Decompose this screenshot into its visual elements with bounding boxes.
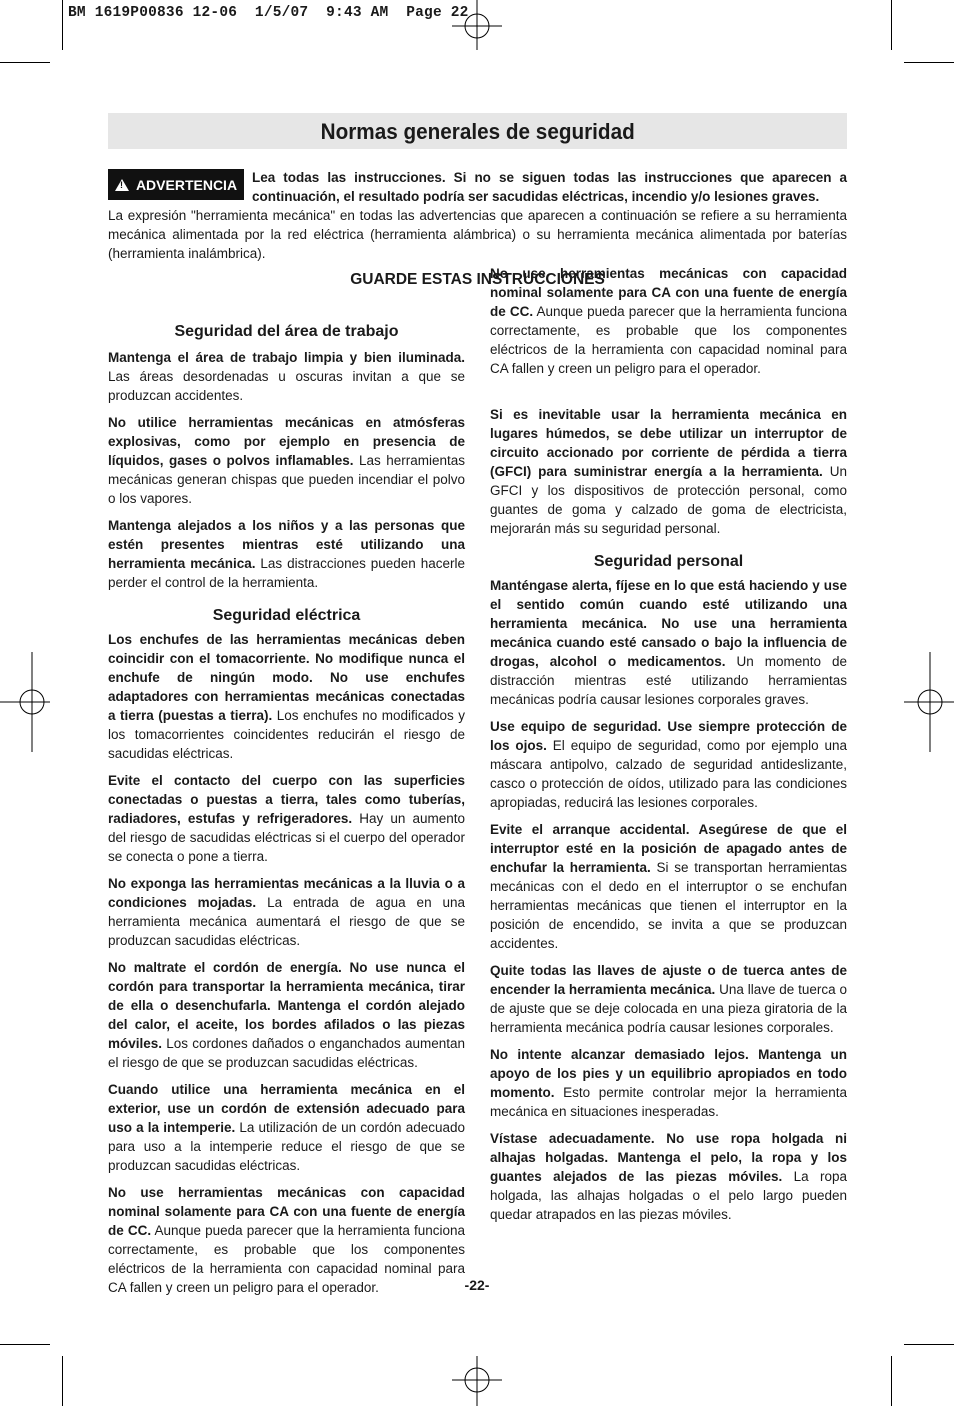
paragraph-text: Un momento de distracción mientras esté utilizando herramientas mecánicas podría causar lesiones corporales graves. bbox=[490, 654, 847, 707]
paragraph bbox=[490, 961, 847, 1037]
section-heading-personal: Seguridad personal bbox=[593, 553, 744, 570]
paragraph-text: La entrada de agua en una herramienta mecánica aumentará el riesgo de que se produzcan sacudidas eléctricas. bbox=[108, 895, 465, 948]
paragraph-text: La utilización de un cordón adecuado para uso a la intemperie reduce el riesgo de que se produzcan sacudidas eléctricas. bbox=[108, 1120, 466, 1173]
paragraph bbox=[108, 874, 465, 950]
section-heading-electrical: Seguridad eléctrica bbox=[212, 607, 361, 624]
paragraph-bold: Vístase adecuadamente. No use ropa holgada ni alhajas holgadas. Mantenga el pelo, la ropa y los guantes alejados de las piezas móviles. bbox=[490, 1131, 847, 1184]
paragraph-text: El equipo de seguridad, como por ejemplo una máscara antipolvo, calzado de seguridad antideslizante, casco o protección de oídos, utilizado para las condiciones apropiadas, reducirá las lesiones corporales. bbox=[490, 738, 847, 810]
paragraph-bold: Los enchufes de las herramientas mecánicas deben coincidir con el tomacorriente. No modifique nunca el enchufe de ningún modo. No use enchufes adaptadores con herramientas mecánicas conectadas a tierra (puestas a tierra). bbox=[108, 632, 465, 723]
crop-mark bbox=[62, 0, 63, 50]
paragraph-text: Esto permite controlar mejor la herramienta mecánica en situaciones inesperadas. bbox=[490, 1085, 847, 1119]
paragraph bbox=[490, 1129, 847, 1224]
paragraph bbox=[490, 405, 847, 538]
warning-label: ADVERTENCIA bbox=[135, 176, 238, 193]
paragraph-bold: Manténgase alerta, fíjese en lo que está haciendo y use el sentido común cuando esté utilizando una herramienta mecánica. No use una herramienta mecánica cuando esté cansado o bajo la influencia de drogas, alcohol o medicamentos. bbox=[490, 578, 847, 669]
paragraph-bold: No utilice herramientas mecánicas en atmósferas explosivas, como por ejemplo en presencia de líquidos, gases o polvos inflamables. bbox=[108, 415, 465, 468]
paragraph-bold: No use herramientas mecánicas con capacidad nominal solamente para CA con una fuente de energía de CC. bbox=[108, 1185, 465, 1238]
crop-mark bbox=[62, 1356, 63, 1406]
print-header: BM 1619P00836 12-06 1/5/07 9:43 AM Page 22 bbox=[68, 5, 469, 21]
paragraph-bold: No intente alcanzar demasiado lejos. Mantenga un apoyo de los pies y un equilibrio apropiados en todo momento. bbox=[490, 1047, 847, 1100]
paragraph bbox=[490, 576, 847, 709]
warning-lead-text: Lea todas las instrucciones. Si no se siguen todas las instrucciones que aparecen a continuación, el resultado podría ser sacudidas eléctricas, incendio y/o lesiones graves. bbox=[252, 170, 847, 204]
paragraph bbox=[490, 820, 847, 953]
paragraph-bold: Mantenga alejados a los niños y a las personas que estén presentes mientras esté utilizando una herramienta mecánica. bbox=[108, 518, 465, 571]
paragraph-text: Las distracciones pueden hacerle perder el control de la herramienta. bbox=[108, 556, 465, 590]
paragraph bbox=[108, 516, 465, 592]
paragraph-text: Un GFCI y los dispositivos de protección personal, como guantes de goma y calzado de goma de electricista, mejorarán más su seguridad personal. bbox=[490, 464, 848, 536]
warning-badge bbox=[108, 169, 244, 200]
paragraph bbox=[108, 630, 465, 763]
paragraph bbox=[108, 348, 465, 405]
paragraph bbox=[108, 958, 465, 1072]
paragraph-text: Si se transportan herramientas mecánicas con el dedo en el interruptor o se enchufan herramientas mecánicas que tienen el interruptor en la posición de encendido, se invita a que se produzcan accidentes. bbox=[490, 860, 848, 951]
paragraph-bold: No maltrate el cordón de energía. No use nunca el cordón para transportar la herramienta mecánica, tirar de ella o desenchufarla. Mantenga el cordón alejado del calor, el aceite, los bordes afilados o las piezas móviles. bbox=[108, 960, 465, 1051]
paragraph-bold: Quite todas las llaves de ajuste o de tuerca antes de encender la herramienta mecánica. bbox=[490, 963, 847, 997]
paragraph-bold: Use equipo de seguridad. Use siempre protección de los ojos. bbox=[490, 719, 847, 753]
paragraph-bold: Evite el arranque accidental. Asegúrese de que el interruptor esté en la posición de apagado antes de enchufar la herramienta. bbox=[490, 822, 847, 875]
paragraph bbox=[108, 1183, 465, 1295]
paragraph-bold: No exponga las herramientas mecánicas a la lluvia o a condiciones mojadas. bbox=[108, 876, 465, 910]
paragraph-text: Hay un aumento del riesgo de sacudidas eléctricas si el cuerpo del operador se conecta o pone a tierra. bbox=[108, 811, 465, 864]
paragraph-text: Las áreas desordenadas u oscuras invitan a que se produzcan accidentes. bbox=[108, 369, 465, 403]
left-column bbox=[108, 321, 466, 1295]
crop-mark bbox=[904, 62, 954, 63]
crop-mark bbox=[904, 1344, 954, 1345]
paragraph-bold: Cuando utilice una herramienta mecánica en el exterior, use un cordón de extensión adecuado para uso a la intemperie. bbox=[108, 1082, 465, 1135]
save-instructions-heading: GUARDE ESTAS INSTRUCCIONES bbox=[350, 271, 605, 288]
page-title: Normas generales de seguridad bbox=[320, 119, 635, 144]
paragraph-text: Los cordones dañados o enganchados aumentan el riesgo de que se produzcan sacudidas eléctricas. bbox=[108, 1036, 465, 1070]
right-column bbox=[490, 266, 848, 1224]
paragraph-bold: Evite el contacto del cuerpo con las superficies conectadas o puestas a tierra, tales como tuberías, radiadores, estufas y refrigeradores. bbox=[108, 773, 465, 826]
paragraph bbox=[490, 1045, 847, 1121]
page-number: -22- bbox=[464, 1277, 490, 1293]
registration-mark-bottom bbox=[447, 1356, 507, 1406]
paragraph-bold: No use herramientas mecánicas con capacidad nominal solamente para CA con una fuente de energía de CC. bbox=[490, 266, 847, 319]
paragraph bbox=[490, 717, 847, 812]
registration-mark-top bbox=[447, 0, 507, 50]
paragraph-bold: Mantenga el área de trabajo limpia y bien iluminada. bbox=[108, 350, 465, 365]
paragraph-continuation bbox=[490, 264, 847, 378]
paragraph-text: Aunque pueda parecer que la herramienta funciona correctamente, es probable que los componentes eléctricos de la herramienta con capacidad nominal para CA fallen y creen un peligro para el operador. bbox=[490, 304, 847, 376]
paragraph-text: Los enchufes no modificados y los tomacorrientes coincidentes reducirán el riesgo de sacudidas eléctricas. bbox=[108, 708, 465, 761]
paragraph bbox=[108, 1080, 465, 1175]
crop-mark bbox=[891, 1356, 892, 1406]
paragraph-text: Una llave de tuerca o de ajuste que se deje colocada en una pieza giratoria de la herramienta mecánica podría causar lesiones corporales. bbox=[490, 982, 847, 1035]
intro-text: La expresión "herramienta mecánica" en todas las advertencias que aparecen a continuación se refiere a su herramienta mecánica alimentada por la red eléctrica (herramienta alámbrica) o su herramienta mecánica alimentada por baterías (herramienta inalámbrica). bbox=[108, 208, 847, 261]
crop-mark bbox=[891, 0, 892, 50]
paragraph-continuation-wrap bbox=[490, 266, 847, 397]
crop-mark bbox=[0, 62, 50, 63]
paragraph-bold: Si es inevitable usar la herramienta mecánica en lugares húmedos, se debe utilizar un interruptor de circuito accionado por corriente de pérdida a tierra (GFCI) para suministrar energía a la herramienta. bbox=[490, 407, 847, 479]
title-bar bbox=[108, 113, 847, 149]
crop-mark bbox=[0, 1344, 50, 1345]
section-heading-work-area: Seguridad del área de trabajo bbox=[174, 323, 399, 340]
registration-mark-right bbox=[904, 652, 954, 752]
paragraph-text-continued: Aunque pueda parecer que la herramienta funciona correctamente, es probable que los componentes eléctricos de la herramienta con capacidad nominal para CA fallen y creen un peligro para el operador. bbox=[108, 1223, 465, 1295]
registration-mark-left bbox=[0, 652, 50, 752]
paragraph bbox=[108, 771, 465, 866]
paragraph-text: Las herramientas mecánicas generan chispas que pueden incendiar el polvo o los vapores. bbox=[108, 453, 465, 506]
paragraph bbox=[108, 413, 465, 508]
paragraph-text: La ropa holgada, las alhajas holgadas o el pelo largo pueden quedar atrapados en las piezas móviles. bbox=[490, 1169, 848, 1222]
warning-triangle-icon bbox=[115, 179, 129, 191]
